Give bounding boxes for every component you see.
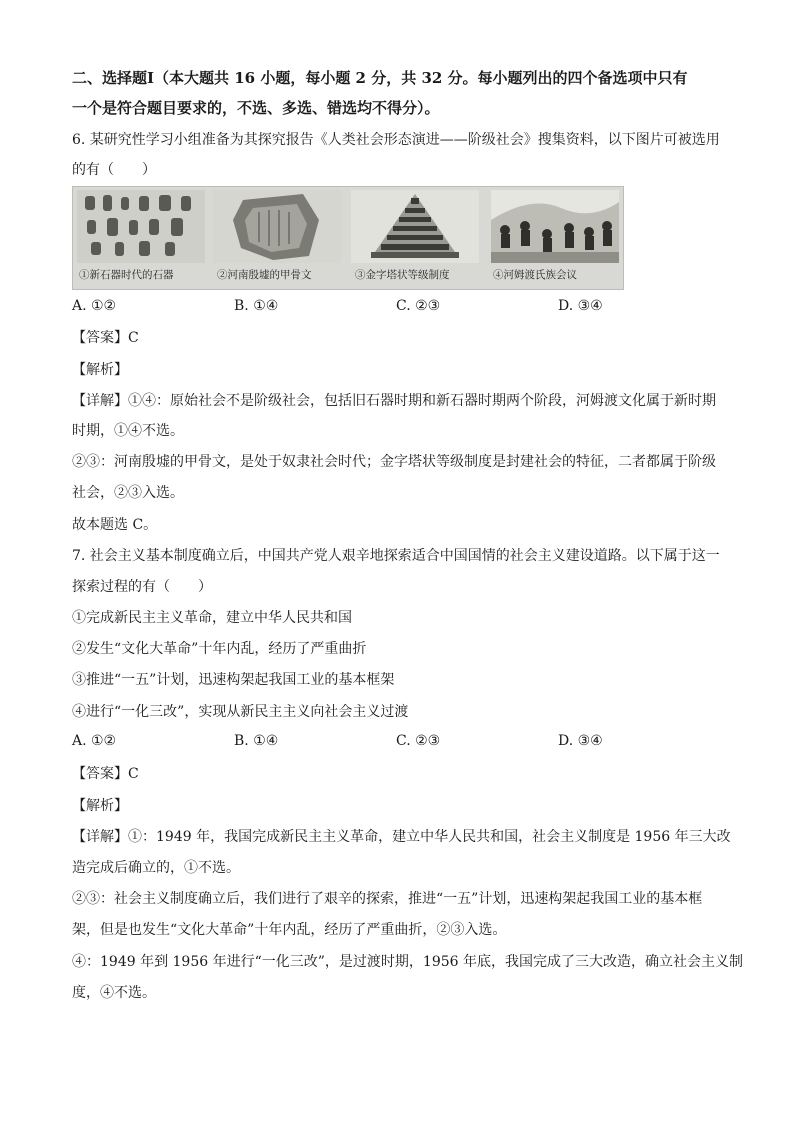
q6-answer: 【答案】C bbox=[72, 330, 139, 346]
q7-answer: 【答案】C bbox=[72, 766, 139, 782]
stone-tools-image bbox=[77, 190, 205, 263]
q6-stem-line-2: 的有（ ） bbox=[72, 162, 156, 178]
q6-analysis-label: 【解析】 bbox=[72, 362, 128, 378]
caption-4: ④河姆渡氏族会议 bbox=[493, 269, 577, 281]
q7-option-b[interactable]: B. ①④ bbox=[234, 733, 279, 749]
q7-detail-line-5: ④：1949 年到 1956 年进行“一化三改”，是过渡时期，1956 年底，我国完成了三大改造，确立社会主义制 bbox=[72, 954, 743, 970]
q6-option-c[interactable]: C. ②③ bbox=[396, 298, 441, 314]
q7-options bbox=[72, 733, 732, 753]
pyramid-hierarchy-image bbox=[351, 190, 479, 263]
q7-item-4: ④进行“一化三改”，实现从新民主主义向社会主义过渡 bbox=[72, 704, 409, 720]
q6-image-strip bbox=[72, 186, 624, 290]
q7-option-d[interactable]: D. ③④ bbox=[558, 733, 603, 749]
q7-detail-line-1: 【详解】①：1949 年，我国完成新民主主义革命，建立中华人民共和国，社会主义制度是 1956 年三大改 bbox=[72, 829, 731, 845]
q6-option-d[interactable]: D. ③④ bbox=[558, 298, 603, 314]
q7-detail-line-2: 造完成后确立的，①不选。 bbox=[72, 860, 240, 876]
q6-detail-line-4: 社会，②③入选。 bbox=[72, 485, 184, 501]
q7-option-c[interactable]: C. ②③ bbox=[396, 733, 441, 749]
q6-options bbox=[72, 298, 732, 318]
q7-stem-line-1: 7. 社会主义基本制度确立后，中国共产党人艰辛地探索适合中国国情的社会主义建设道路。以下属于这一 bbox=[72, 548, 720, 564]
caption-3: ③金字塔状等级制度 bbox=[355, 269, 450, 281]
q7-detail-line-3: ②③：社会主义制度确立后，我们进行了艰辛的探索，推进“一五”计划，迅速构架起我国工业的基本框 bbox=[72, 891, 703, 907]
q6-option-a[interactable]: A. ①② bbox=[72, 298, 117, 314]
clan-meeting-image bbox=[491, 190, 619, 263]
caption-1: ①新石器时代的石器 bbox=[79, 269, 174, 281]
section-header-line-1: 二、选择题Ⅰ（本大题共 16 小题，每小题 2 分，共 32 分。每小题列出的四个备选项中只有 bbox=[72, 69, 688, 87]
q7-item-2: ②发生“文化大革命”十年内乱，经历了严重曲折 bbox=[72, 641, 367, 657]
q6-detail-line-3: ②③：河南殷墟的甲骨文，是处于奴隶社会时代；金字塔状等级制度是封建社会的特征，二者都属于阶级 bbox=[72, 454, 716, 470]
q7-item-3: ③推进“一五”计划，迅速构架起我国工业的基本框架 bbox=[72, 672, 395, 688]
oracle-bone-image bbox=[213, 190, 341, 263]
q6-option-b[interactable]: B. ①④ bbox=[234, 298, 279, 314]
q7-item-1: ①完成新民主主义革命，建立中华人民共和国 bbox=[72, 610, 352, 626]
q7-stem-line-2: 探索过程的有（ ） bbox=[72, 579, 212, 595]
q6-conclusion: 故本题选 C。 bbox=[72, 517, 158, 533]
caption-2: ②河南殷墟的甲骨文 bbox=[217, 269, 312, 281]
section-header-line-2: 一个是符合题目要求的，不选、多选、错选均不得分）。 bbox=[72, 99, 440, 117]
q6-stem-line-1: 6. 某研究性学习小组准备为其探究报告《人类社会形态演进——阶级社会》搜集资料，以下图片可被选用 bbox=[72, 132, 720, 148]
q7-analysis-label: 【解析】 bbox=[72, 798, 128, 814]
q6-detail-line-2: 时期，①④不选。 bbox=[72, 423, 184, 439]
q7-detail-line-6: 度，④不选。 bbox=[72, 985, 156, 1001]
q7-option-a[interactable]: A. ①② bbox=[72, 733, 117, 749]
q7-detail-line-4: 架，但是也发生“文化大革命”十年内乱，经历了严重曲折，②③入选。 bbox=[72, 922, 507, 938]
q6-detail-line-1: 【详解】①④：原始社会不是阶级社会，包括旧石器时期和新石器时期两个阶段，河姆渡文化属于新时期 bbox=[72, 393, 716, 409]
